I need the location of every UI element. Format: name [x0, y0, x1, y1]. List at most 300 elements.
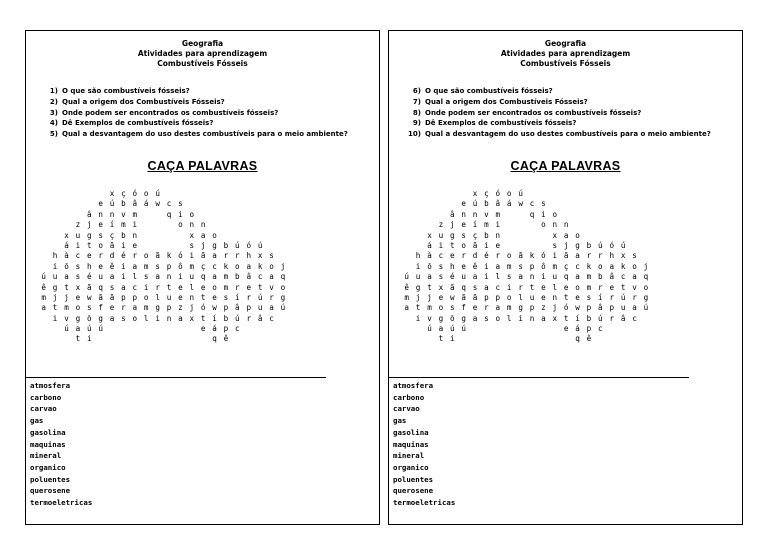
grid-letter: ó: [132, 189, 138, 198]
activity-title: Atividades para aprendizagem: [500, 49, 631, 58]
grid-letter: [209, 199, 220, 209]
grid-letter: õ: [64, 261, 69, 271]
word-list-item: querosene: [30, 486, 71, 496]
grid-letter: s: [552, 240, 558, 250]
grid-letter: o: [461, 240, 466, 250]
grid-letter: a: [200, 230, 206, 240]
grid-letter: â: [598, 303, 603, 313]
grid-letter: [447, 189, 458, 199]
grid-letter: [538, 231, 549, 241]
grid-letter: r: [598, 282, 603, 292]
grid-letter: ú: [643, 303, 649, 313]
word-list-item: maquinas: [393, 439, 429, 449]
grid-letter: a: [632, 272, 637, 282]
grid-letter: i: [155, 313, 160, 323]
question-item: 10) Qual a desvantagem do uso destes combustíveis para o meio ambiente?: [408, 130, 711, 139]
grid-row: [401, 199, 652, 209]
grid-letter: a: [575, 251, 580, 261]
grid-letter: s: [121, 313, 126, 323]
grid-letter: o: [75, 303, 81, 313]
word-list-item: organico: [30, 462, 66, 472]
grid-letter: i: [52, 261, 58, 271]
grid-letter: b: [586, 240, 592, 250]
puzzle-title: CAÇA PALAVRAS: [510, 159, 621, 173]
grid-letter: m: [41, 292, 46, 302]
grid-letter: i: [449, 334, 455, 344]
grid-letter: h: [86, 261, 92, 271]
grid-letter: à: [427, 251, 432, 261]
grid-letter: é: [449, 272, 455, 282]
grid-letter: í: [575, 313, 580, 323]
worksheet-header: [389, 39, 742, 69]
grid-letter: t: [563, 313, 569, 323]
question-list: [407, 86, 742, 140]
grid-letter: â: [620, 313, 626, 323]
grid-row: [401, 293, 652, 303]
grid-letter: v: [427, 313, 432, 323]
grid-letter: [209, 189, 220, 199]
grid-letter: [61, 199, 72, 209]
grid-letter: a: [75, 324, 81, 334]
activity-title: Atividades para aprendizagem: [137, 49, 268, 58]
grid-letter: [424, 334, 435, 344]
grid-letter: d: [472, 251, 478, 261]
grid-row: [38, 199, 289, 209]
grid-letter: [38, 251, 49, 261]
grid-letter: o: [575, 230, 580, 240]
grid-letter: h: [449, 261, 455, 271]
grid-letter: n: [552, 292, 558, 302]
grid-letter: i: [484, 261, 489, 271]
grid-letter: b: [223, 240, 229, 250]
grid-letter: á: [427, 240, 432, 250]
grid-letter: [72, 189, 83, 199]
grid-letter: [435, 210, 446, 220]
grid-letter: a: [575, 272, 580, 282]
grid-letter: w: [575, 303, 580, 313]
grid-letter: ã: [449, 282, 455, 292]
grid-letter: í: [212, 313, 217, 323]
grid-letter: [38, 334, 49, 344]
grid-letter: g: [438, 313, 444, 323]
grid-letter: ú: [620, 292, 626, 302]
grid-letter: ó: [609, 240, 615, 250]
grid-letter: [412, 334, 423, 344]
grid-letter: ç: [200, 261, 206, 271]
grid-letter: [163, 324, 174, 334]
grid-letter: m: [586, 272, 592, 282]
grid-letter: ç: [472, 230, 478, 240]
grid-letter: ô: [178, 261, 183, 271]
question-item: 1) O que são combustíveis fósseis?: [49, 87, 190, 95]
grid-letter: [209, 210, 220, 220]
grid-letter: x: [552, 313, 558, 323]
grid-letter: [106, 334, 117, 344]
grid-letter: r: [223, 251, 229, 261]
grid-letter: x: [472, 189, 478, 198]
grid-letter: m: [64, 303, 69, 313]
grid-letter: j: [415, 292, 421, 302]
grid-row: [401, 272, 652, 282]
grid-letter: w: [518, 199, 523, 209]
grid-row: [401, 324, 652, 334]
subject-title: Geografia: [181, 39, 224, 48]
grid-letter: c: [269, 313, 274, 323]
grid-letter: [118, 334, 129, 344]
grid-letter: ç: [563, 261, 569, 271]
grid-letter: í: [109, 220, 115, 230]
grid-letter: [549, 324, 560, 334]
grid-letter: [38, 199, 49, 209]
grid-letter: q: [563, 272, 569, 282]
grid-letter: c: [438, 251, 444, 261]
grid-letter: m: [143, 303, 149, 313]
grid-letter: [560, 189, 571, 199]
grid-letter: [197, 334, 208, 344]
grid-letter: [401, 324, 412, 334]
grid-letter: [424, 189, 435, 199]
grid-letter: í: [235, 292, 240, 302]
grid-letter: e: [461, 199, 466, 209]
grid-letter: e: [495, 240, 501, 250]
grid-letter: o: [143, 189, 149, 198]
grid-letter: u: [98, 272, 103, 282]
grid-letter: [401, 262, 412, 272]
question-item: 7) Qual a origem dos Combustíveis Fósseis?: [412, 97, 588, 106]
grid-letter: [61, 220, 72, 230]
grid-letter: [209, 220, 220, 230]
word-list: [393, 380, 455, 509]
grid-letter: r: [461, 251, 466, 261]
grid-letter: p: [166, 261, 172, 271]
grid-letter: a: [269, 272, 274, 282]
grid-letter: [401, 199, 412, 209]
grid-letter: [38, 314, 49, 324]
grid-letter: n: [563, 220, 569, 230]
grid-letter: s: [75, 272, 81, 282]
grid-letter: ó: [178, 251, 183, 261]
grid-letter: i: [86, 334, 92, 344]
grid-letter: m: [189, 261, 195, 271]
grid-letter: r: [98, 251, 103, 261]
grid-letter: a: [495, 303, 501, 313]
grid-letter: ú: [598, 240, 603, 250]
grid-letter: x: [257, 251, 263, 261]
grid-letter: ú: [461, 324, 466, 334]
word-list-item: querosene: [393, 486, 434, 496]
grid-letter: ã: [461, 292, 466, 302]
grid-letter: [401, 210, 412, 220]
grid-letter: ç: [109, 230, 115, 240]
grid-letter: ó: [246, 240, 252, 250]
grid-letter: [163, 241, 174, 251]
grid-letter: q: [529, 209, 535, 219]
grid-letter: s: [506, 272, 512, 282]
grid-letter: e: [178, 292, 183, 302]
grid-letter: a: [472, 313, 478, 323]
grid-letter: â: [495, 199, 501, 209]
grid-letter: r: [246, 292, 252, 302]
grid-letter: ú: [155, 189, 160, 198]
grid-letter: ó: [495, 189, 501, 198]
grid-letter: [515, 324, 526, 334]
question-item: 3) Onde podem ser encontrados os combustíveis fósseis?: [49, 108, 279, 117]
grid-letter: [197, 199, 208, 209]
grid-letter: ú: [518, 189, 523, 198]
grid-letter: [424, 220, 435, 230]
grid-letter: m: [552, 261, 558, 271]
grid-letter: ú: [257, 240, 263, 250]
grid-letter: [106, 324, 117, 334]
grid-letter: a: [109, 272, 115, 282]
grid-letter: ã: [472, 240, 478, 250]
grid-letter: [412, 220, 423, 230]
grid-letter: o: [132, 313, 138, 323]
grid-letter: n: [552, 220, 558, 230]
grid-row: [401, 241, 652, 251]
grid-letter: á: [212, 324, 217, 334]
grid-letter: [560, 334, 571, 344]
grid-letter: ú: [64, 324, 69, 334]
grid-letter: v: [64, 313, 69, 323]
word-search-grid: [401, 189, 652, 345]
grid-letter: m: [121, 220, 126, 230]
grid-letter: e: [109, 303, 115, 313]
grid-letter: ã: [86, 282, 92, 292]
grid-letter: m: [143, 261, 149, 271]
word-list-item: carbono: [393, 392, 425, 402]
grid-row: [38, 251, 289, 261]
grid-letter: ê: [41, 282, 46, 292]
grid-letter: ã: [155, 251, 160, 261]
grid-row: [401, 283, 652, 293]
grid-letter: t: [257, 282, 263, 292]
word-search-grid: [38, 189, 289, 345]
grid-letter: [141, 220, 152, 230]
grid-letter: [401, 189, 412, 199]
worksheet-header: [26, 39, 379, 69]
grid-letter: [515, 241, 526, 251]
grid-letter: f: [461, 303, 466, 313]
grid-letter: i: [52, 313, 58, 323]
grid-letter: o: [143, 292, 149, 302]
grid-letter: [504, 210, 515, 220]
grid-letter: [141, 334, 152, 344]
grid-letter: g: [518, 303, 523, 313]
grid-letter: ê: [472, 261, 478, 271]
grid-letter: s: [438, 261, 444, 271]
grid-letter: t: [620, 282, 626, 292]
grid-letter: r: [495, 251, 501, 261]
grid-letter: i: [132, 220, 138, 230]
grid-letter: [95, 189, 106, 199]
grid-letter: x: [75, 282, 81, 292]
grid-letter: i: [121, 261, 126, 271]
grid-letter: [38, 210, 49, 220]
grid-letter: o: [280, 282, 286, 292]
grid-letter: e: [98, 199, 103, 209]
word-list-item: carvao: [30, 404, 57, 414]
grid-letter: a: [438, 324, 444, 334]
grid-letter: r: [609, 292, 615, 302]
grid-letter: u: [438, 230, 444, 240]
word-list-item: poluentes: [393, 474, 434, 484]
grid-letter: r: [246, 313, 252, 323]
grid-letter: j: [552, 303, 558, 313]
grid-letter: p: [609, 303, 615, 313]
grid-letter: [175, 324, 186, 334]
grid-letter: h: [415, 251, 421, 261]
grid-letter: m: [495, 209, 501, 219]
grid-letter: g: [52, 282, 58, 292]
divider-line: [389, 377, 689, 378]
grid-letter: e: [75, 292, 81, 302]
grid-letter: o: [506, 189, 512, 198]
grid-letter: õ: [86, 313, 92, 323]
grid-letter: ó: [200, 303, 206, 313]
grid-letter: [49, 334, 60, 344]
grid-letter: u: [620, 303, 626, 313]
grid-letter: x: [189, 313, 195, 323]
grid-letter: n: [200, 220, 206, 230]
grid-letter: e: [461, 261, 466, 271]
grid-letter: á: [143, 199, 149, 209]
grid-letter: r: [235, 282, 240, 292]
grid-letter: s: [484, 313, 489, 323]
grid-letter: l: [518, 292, 523, 302]
grid-letter: t: [415, 303, 421, 313]
grid-letter: q: [575, 334, 580, 344]
grid-letter: l: [143, 313, 149, 323]
grid-letter: á: [575, 324, 580, 334]
grid-letter: m: [404, 292, 409, 302]
grid-letter: [492, 334, 503, 344]
grid-letter: [412, 199, 423, 209]
grid-letter: [424, 199, 435, 209]
grid-row: [401, 314, 652, 324]
grid-letter: a: [132, 261, 138, 271]
grid-letter: [401, 231, 412, 241]
grid-letter: s: [449, 303, 455, 313]
grid-letter: [152, 324, 163, 334]
grid-letter: b: [121, 199, 126, 209]
grid-letter: e: [200, 324, 206, 334]
grid-letter: [186, 199, 197, 209]
grid-letter: t: [64, 282, 69, 292]
grid-letter: a: [212, 272, 217, 282]
grid-letter: [447, 199, 458, 209]
grid-letter: [38, 324, 49, 334]
grid-letter: j: [427, 292, 432, 302]
grid-letter: g: [212, 240, 217, 250]
grid-row: [401, 303, 652, 313]
grid-letter: t: [438, 334, 444, 344]
grid-letter: í: [472, 220, 478, 230]
grid-letter: e: [98, 220, 103, 230]
grid-letter: q: [212, 334, 217, 344]
grid-letter: [61, 334, 72, 344]
grid-letter: m: [586, 282, 592, 292]
grid-letter: r: [598, 251, 603, 261]
grid-letter: j: [200, 240, 206, 250]
subject-title: Geografia: [544, 39, 587, 48]
grid-letter: e: [132, 240, 138, 250]
grid-letter: m: [132, 209, 138, 219]
grid-letter: o: [506, 251, 512, 261]
grid-letter: ã: [109, 240, 115, 250]
grid-letter: n: [189, 220, 195, 230]
grid-letter: ú: [257, 292, 263, 302]
grid-letter: [504, 324, 515, 334]
grid-letter: q: [461, 282, 466, 292]
grid-letter: s: [472, 282, 478, 292]
grid-letter: b: [223, 313, 229, 323]
grid-letter: l: [506, 313, 512, 323]
grid-letter: [84, 199, 95, 209]
grid-letter: u: [552, 272, 558, 282]
grid-letter: [95, 334, 106, 344]
word-list-item: organico: [393, 462, 429, 472]
grid-letter: [401, 220, 412, 230]
grid-letter: n: [472, 209, 478, 219]
grid-letter: i: [415, 261, 421, 271]
grid-letter: i: [552, 251, 558, 261]
grid-letter: [526, 220, 537, 230]
grid-letter: m: [506, 261, 512, 271]
grid-letter: e: [563, 282, 569, 292]
grid-letter: [560, 210, 571, 220]
grid-letter: [186, 324, 197, 334]
grid-letter: w: [449, 292, 455, 302]
divider-line: [26, 377, 326, 378]
grid-letter: b: [121, 230, 126, 240]
grid-letter: v: [632, 282, 637, 292]
grid-letter: [538, 324, 549, 334]
grid-letter: g: [575, 240, 580, 250]
grid-letter: e: [563, 324, 569, 334]
word-list-item: termoeletricas: [30, 498, 93, 508]
word-list-item: maquinas: [30, 439, 66, 449]
grid-letter: [412, 189, 423, 199]
question-list: [44, 86, 379, 140]
grid-letter: r: [586, 251, 592, 261]
grid-letter: o: [541, 220, 546, 230]
grid-letter: z: [438, 220, 444, 230]
grid-letter: b: [586, 313, 592, 323]
grid-letter: [538, 334, 549, 344]
grid-letter: e: [438, 292, 444, 302]
grid-letter: i: [178, 209, 183, 219]
grid-letter: q: [200, 272, 206, 282]
grid-letter: [549, 189, 560, 199]
grid-letter: a: [155, 272, 160, 282]
grid-letter: ê: [223, 334, 229, 344]
grid-letter: ê: [404, 282, 409, 292]
grid-letter: â: [132, 199, 138, 209]
grid-row: [38, 210, 289, 220]
grid-letter: p: [495, 292, 501, 302]
grid-letter: [435, 199, 446, 209]
grid-letter: p: [586, 303, 592, 313]
grid-letter: ú: [427, 324, 432, 334]
grid-letter: â: [609, 272, 615, 282]
word-list-item: gasolina: [30, 427, 66, 437]
grid-letter: [197, 210, 208, 220]
grid-letter: [515, 231, 526, 241]
grid-letter: c: [495, 282, 501, 292]
grid-letter: [401, 314, 412, 324]
grid-letter: [186, 334, 197, 344]
